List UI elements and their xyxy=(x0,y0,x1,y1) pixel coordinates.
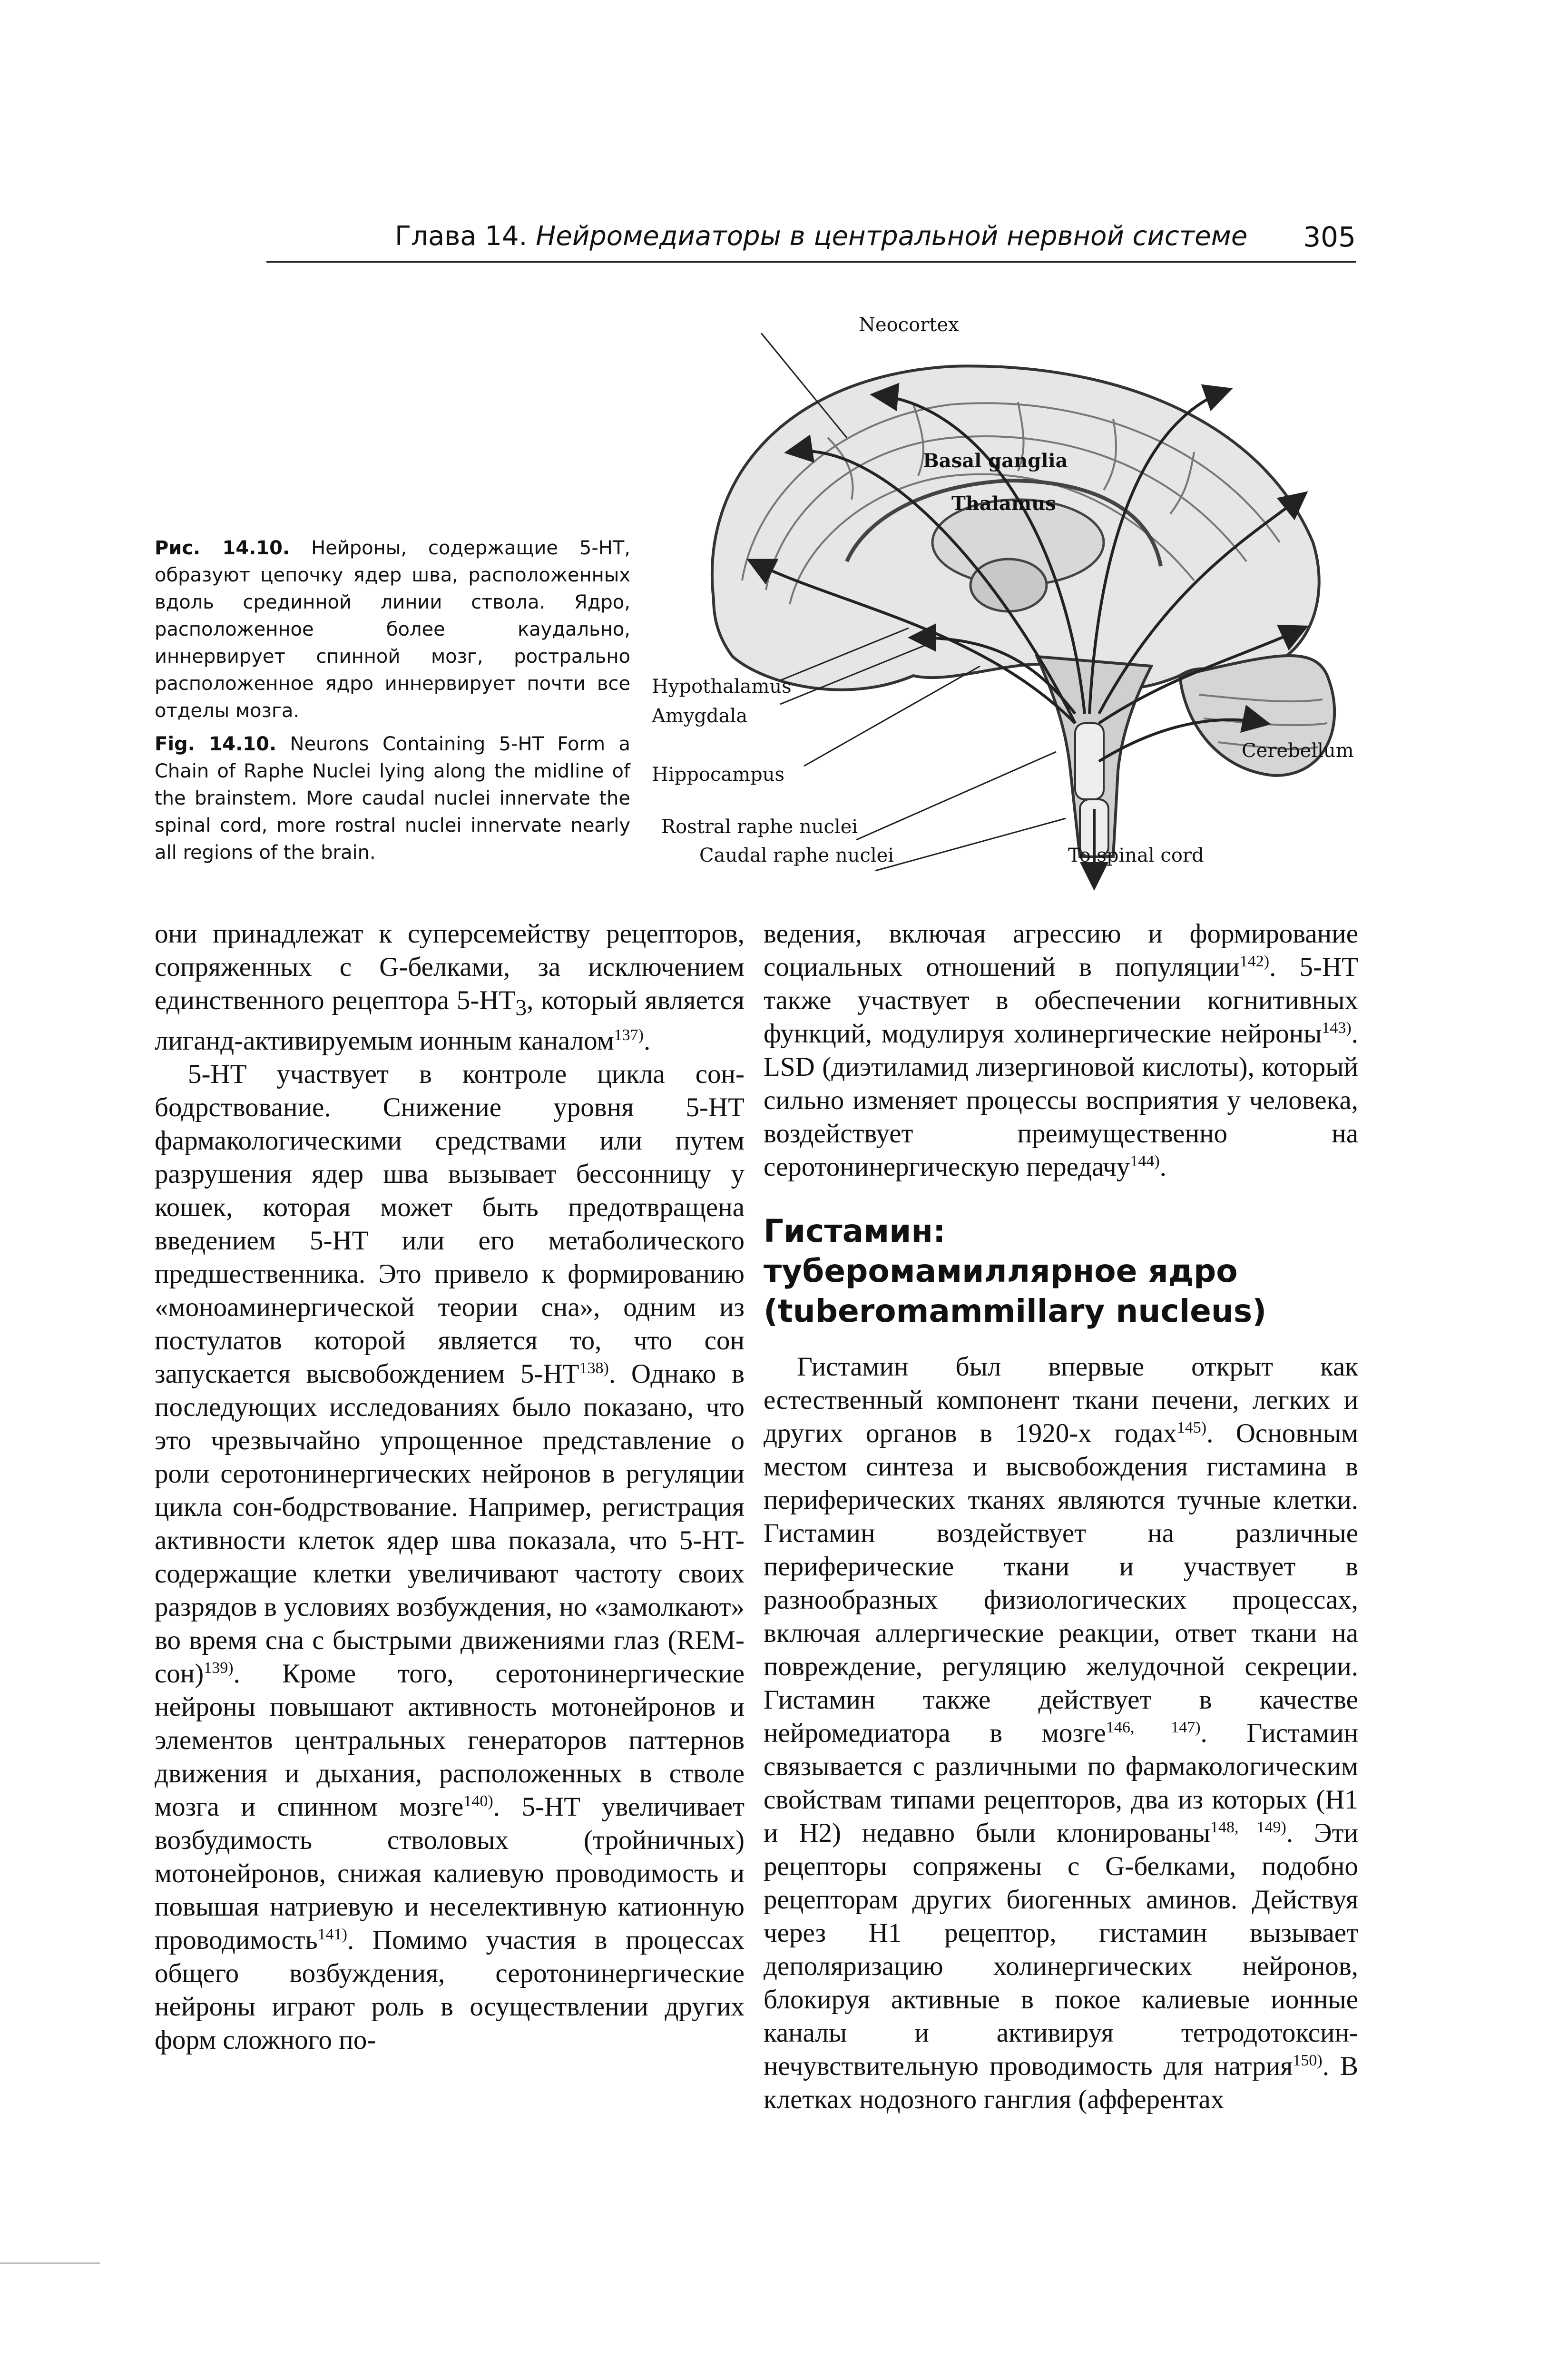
paragraph: 5-HT участвует в контроле цикла сон-бодрствование. Снижение уровня 5-HT фармакологическими средствами или путем разрушения ядер шва вызывает бессонницу у кошек, которая может быть предотвращена введением 5-HT или его метаболического предшественника. Это привело к формированию «моноаминергической теории сна», одним из постулатов которой является то, что сон запускается высвобождением 5-HT$^{138)}$. Однако в последующих исследованиях было показано, что это чрезвычайно упрощенное представление о роли серотонинергических нейронов в регуляции цикла сон-бодрствование. Например, регистрация активности клеток ядер шва показала, что 5-HT-содержащие клетки увеличивают частоту своих разрядов в условиях возбуждения, но «замолкают» во время сна с быстрыми движениями глаз $(REM-сон)^{139)}$. Кроме того, серотонинергические нейроны повышают активность мотонейронов и элементов центральных генераторов паттернов движения и дыхания, расположенных в стволе мозга и спинном мозге$^{140)}$. 5-HT увеличивает возбудимость стволовых (тройничных) мотонейронов, снижая калиевую проводимость и повышая натриевую и неселективную катионную проводимость$^{141)}$. Помимо участия в процессах общего возбуждения, серотонинергические нейроны играют роль в осуществлении других форм сложного по- xyxy=(155,1059,745,2055)
brain-diagram xyxy=(647,295,1384,904)
margin-rule xyxy=(0,2262,100,2264)
paragraph: Гистамин был впервые открыт как естественный компонент ткани печени, легких и других органов в 1920-х годах$^{145)}$. Основным местом синтеза и высвобождения гистамина в периферических тканях являются тучные клетки. Гистамин воздействует на различные периферические ткани и участвует в разнообразных физиологических процессах, включая аллергические реакции, ответ ткани на повреждение, регуляцию желудочной секреции. Гистамин также действует в качестве нейромедиатора в мозге$^{146, 147)}$. Гистамин связывается с различными по фармакологическим свойствам типами рецепторов, два из которых (H1 и H2) недавно были клонированы$^{148, 149)}$. Эти рецепторы сопряжены с G-белками, подобно рецепторам других биогенных аминов. Действуя через H1 рецептор, гистамин вызывает деполяризацию холинергических нейронов, блокируя активные в покое калиевые ионные каналы и активируя тетродотоксин-нечувствительную проводимость для натрия$^{150)}$. В клетках нодозного ганглия (афферентах xyxy=(764,1352,1358,2114)
chapter-name: Нейромедиаторы в центральной нервной системе xyxy=(536,221,1248,252)
label-thalamus: Thalamus xyxy=(951,492,1056,515)
paragraph: ведения, включая агрессию и формирование социальных отношений в популяции$^{142)}$. 5-HT также участвует в обеспечении когнитивных функций, модулируя холинергические нейроны$^{143)}$. LSD (диэтиламид лизергиновой кислоты), который сильно изменяет процессы восприятия у человека, воздействует преимущественно на серотонинергическую передачу$^{144)}$. xyxy=(764,919,1358,1182)
label-amygdala: Amygdala xyxy=(652,705,748,727)
left-column xyxy=(155,917,745,2057)
caption-ru-text: Нейроны, содержащие 5-HT, образуют цепочку ядер шва, расположенных вдоль срединной линии ствола. Ядро, расположенное более каудально, иннервирует спинной мозг, рострально расположенное ядро иннервирует почти все отделы мозга. xyxy=(155,537,630,722)
section-heading: Гистамин: туберомамиллярное ядро (tuberomammillary nucleus) xyxy=(764,1213,1267,1329)
label-hippocampus: Hippocampus xyxy=(652,764,785,786)
brain-illustration xyxy=(647,295,1384,904)
figure-caption-ru xyxy=(155,535,630,725)
chapter-number: Глава 14. xyxy=(395,221,528,252)
caption-en-label: Fig. 14.10. xyxy=(155,733,277,755)
label-neocortex: Neocortex xyxy=(859,314,959,336)
caption-en-text: Neurons Containing 5-HT Form a Chain of Raphe Nuclei lying along the midline of the brainstem. More caudal nuclei innervate the spinal cord, more rostral nuclei innervate nearly all regions of the brain. xyxy=(155,733,630,864)
label-caudal-raphe: Caudal raphe nuclei xyxy=(699,845,894,866)
paragraph: они принадлежат к суперсемейству рецепторов, сопряженных с G-белками, за исключением единственного рецептора $5-HT_3$, который является лиганд-активируемым ионным каналом$^{137)}$. xyxy=(155,919,745,1056)
caption-ru-label: Рис. 14.10. xyxy=(155,537,290,559)
label-cerebellum: Cerebellum xyxy=(1242,740,1354,762)
page-number: 305 xyxy=(1303,221,1356,253)
running-header xyxy=(266,218,1356,263)
chapter-title xyxy=(395,221,1247,252)
label-basal-ganglia: Basal ganglia xyxy=(923,450,1068,472)
label-rostral-raphe: Rostral raphe nuclei xyxy=(661,816,858,838)
label-hypothalamus: Hypothalamus xyxy=(652,676,792,698)
figure-caption-en xyxy=(155,731,630,866)
label-spinal-cord: To spinal cord xyxy=(1068,845,1204,866)
right-column xyxy=(764,917,1358,2116)
